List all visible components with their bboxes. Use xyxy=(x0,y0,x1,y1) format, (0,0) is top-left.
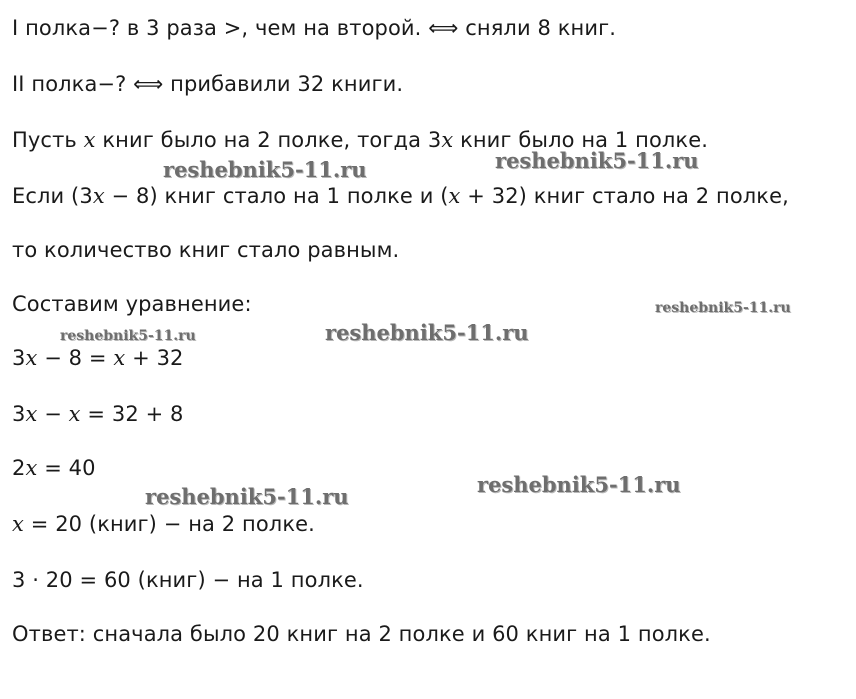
text-fragment: = 20 (книг) − на 2 полке. xyxy=(23,512,315,536)
equation-step-3 xyxy=(12,454,96,482)
text-fragment: − xyxy=(37,402,69,426)
text-fragment: 3 xyxy=(12,402,26,426)
variable-x: x xyxy=(92,184,105,208)
equation-step-4 xyxy=(12,510,315,538)
variable-x: x xyxy=(25,456,38,480)
text-fragment: − 8) книг стало на 1 полке и ( xyxy=(104,184,449,208)
variable-x: x xyxy=(25,402,38,426)
variable-x: x xyxy=(113,346,126,370)
text-fragment: книг было на 1 полке. xyxy=(453,128,709,152)
variable-x: x xyxy=(68,402,81,426)
variable-x: x xyxy=(83,128,96,152)
equality-line: то количество книг стало равным. xyxy=(12,238,400,262)
watermark: reshebnik5-11.ru xyxy=(495,148,699,173)
watermark: reshebnik5-11.ru xyxy=(60,328,196,344)
text-fragment: = 40 xyxy=(37,456,96,480)
equation-step-1 xyxy=(12,344,184,372)
text-fragment: − 8 = xyxy=(37,346,114,370)
text-fragment: 3 xyxy=(12,346,26,370)
text-fragment: книг было на 2 полке, тогда 3 xyxy=(95,128,442,152)
text-fragment: Если (3 xyxy=(12,184,93,208)
text-fragment: = 32 + 8 xyxy=(80,402,184,426)
watermark: reshebnik5-11.ru xyxy=(655,300,791,316)
condition-line-shelf-2: II полка−? ⟺ прибавили 32 книги. xyxy=(12,72,404,96)
assumption-line xyxy=(12,126,708,154)
equation-step-5: 3 · 20 = 60 (книг) − на 1 полке. xyxy=(12,568,364,592)
text-fragment: 2 xyxy=(12,456,26,480)
variable-x: x xyxy=(448,184,461,208)
variable-x: x xyxy=(12,512,24,536)
answer-line: Ответ: сначала было 20 книг на 2 полке и 60 книг на 1 полке. xyxy=(12,622,711,646)
equation-step-2 xyxy=(12,400,184,428)
watermark: reshebnik5-11.ru xyxy=(145,484,349,509)
equation-heading: Составим уравнение: xyxy=(12,292,252,316)
text-fragment: Пусть xyxy=(12,128,84,152)
watermark: reshebnik5-11.ru xyxy=(477,472,681,497)
change-line xyxy=(12,182,789,210)
variable-x: x xyxy=(441,128,454,152)
text-fragment: + 32 xyxy=(125,346,184,370)
variable-x: x xyxy=(25,346,38,370)
condition-line-shelf-1: I полка−? в 3 раза >, чем на второй. ⟺ сняли 8 книг. xyxy=(12,16,616,40)
text-fragment: + 32) книг стало на 2 полке, xyxy=(460,184,789,208)
watermark: reshebnik5-11.ru xyxy=(325,320,529,345)
watermark: reshebnik5-11.ru xyxy=(163,157,367,182)
